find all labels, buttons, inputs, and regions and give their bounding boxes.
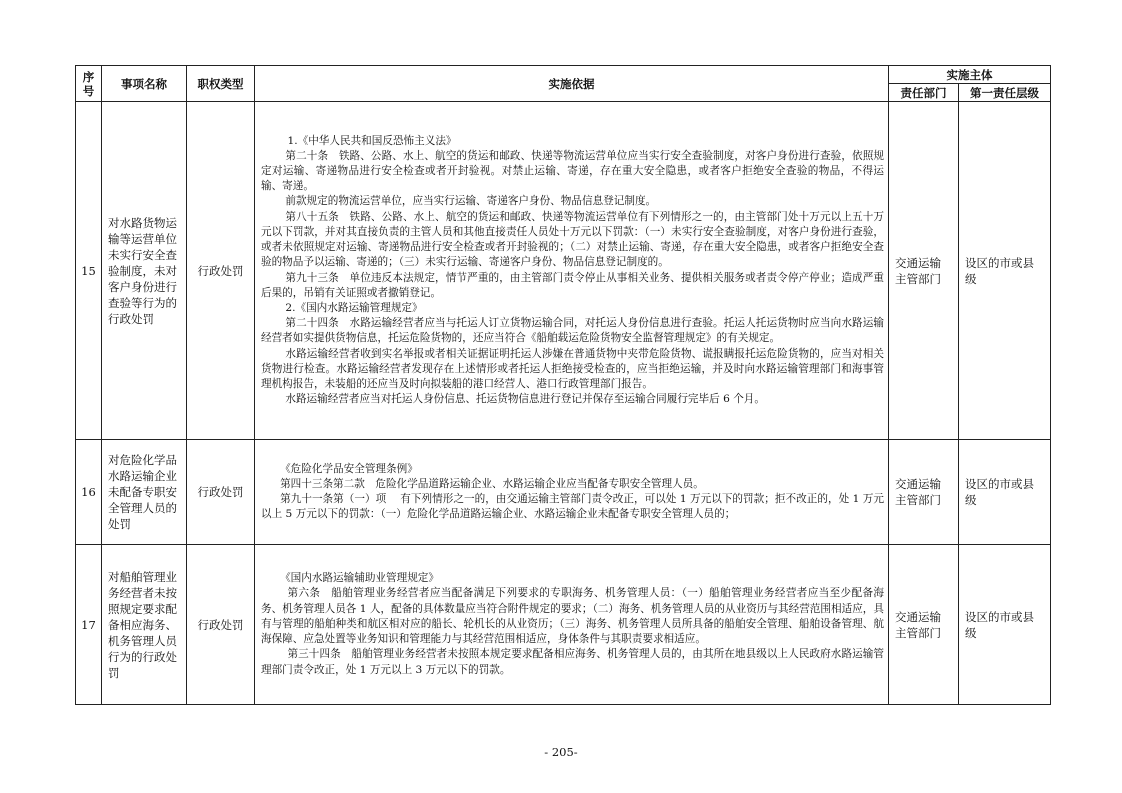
row-num: 15 (76, 102, 102, 440)
basis-paragraph: 1.《中华人民共和国反恐怖主义法》 (287, 134, 457, 147)
basis-paragraph: 第二十四条 水路运输经营者应当与托运人订立货物运输合同，对托运人身份信息进行查验。托运人托运货物时应当向水路运输经营者如实提供货物信息，托运危险货物的，还应当符合《船舶载运危险货物安全监督管理规定》的有关规定。 (261, 317, 884, 345)
row-name: 对水路货物运输等运营单位未实行安全查验制度，未对客户身份进行查验等行为的行政处罚 (102, 102, 187, 440)
basis-paragraph: 第九十一条第（一）项 有下列情形之一的，由交通运输主管部门责令改正，可以处 1 万元以下的罚款；拒不改正的，处 1 万元以上 5 万元以下的罚款：（一）危险化学品道路运输企业、水路运输企业未配备专职安全管理人员的； (261, 493, 884, 521)
row-dept: 交通运输主管部门 (889, 440, 959, 545)
basis-paragraph: 第六条 船舶管理业务经营者应当配备满足下列要求的专职海务、机务管理人员：（一）船舶管理业务经营者应当至少配备海务、机务管理人员各 1 人，配备的具体数量应当符合附件规定的要求；（二）海务、机务管理人员的从业资历与其经营范围相适应，具有与管理的船舶种类和航区相对应的船长、轮机长的从业资历；（三）海务、机务管理人员所具备的船舶安全管理、船舶设备管理、航海保障、应急处置等业务知识和管理能力与其经营范围相适应，身体条件与其职责要求相适应。 (261, 587, 884, 646)
basis-paragraph: 水路运输经营者应当对托运人身份信息、托运货物信息进行登记并保存至运输合同履行完毕后 6 个月。 (285, 393, 765, 406)
basis-paragraph: 第九十三条 单位违反本法规定，情节严重的，由主管部门责令停止从事相关业务、提供相关服务或者责令停产停业；造成严重后果的，吊销有关证照或者撤销登记。 (261, 271, 884, 299)
table-row (76, 545, 1051, 705)
enforcement-table (75, 65, 1051, 705)
header-name: 事项名称 (102, 66, 187, 102)
row-type: 行政处罚 (187, 102, 255, 440)
row-level: 设区的市或县级 (959, 545, 1051, 705)
basis-paragraph: 《国内水路运输辅助业管理规定》 (280, 572, 439, 585)
basis-paragraph: 前款规定的物流运营单位，应当实行运输、寄递客户身份、物品信息登记制度。 (285, 195, 657, 208)
row-basis (255, 545, 889, 705)
basis-paragraph: 《危险化学品安全管理条例》 (280, 462, 418, 475)
page-number: - 205- (544, 745, 578, 759)
row-dept: 交通运输主管部门 (889, 102, 959, 440)
row-level: 设区的市或县级 (959, 102, 1051, 440)
table-row (76, 102, 1051, 440)
row-level: 设区的市或县级 (959, 440, 1051, 545)
row-basis (255, 440, 889, 545)
header-basis: 实施依据 (255, 66, 889, 102)
row-dept: 交通运输主管部门 (889, 545, 959, 705)
basis-paragraph: 第八十五条 铁路、公路、水上、航空的货运和邮政、快递等物流运营单位有下列情形之一的，由主管部门处十万元以上五十万元以下罚款，并对其直接负责的主管人员和其他直接责任人员处十万元以下罚款：（一）未实行安全查验制度，对客户身份进行查验，或者未依照规定对运输、寄递物品进行安全检查或者开封验视的；（二）对禁止运输、寄递，存在重大安全隐患，或者客户拒绝安全查验的物品予以运输、寄递的；（三）未实行运输、寄递客户身份、物品信息登记制度的。 (261, 210, 884, 269)
basis-paragraph: 水路运输经营者收到实名举报或者相关证据证明托运人涉嫌在普通货物中夹带危险货物、谎报瞒报托运危险货物的，应当对相关货物进行检查。水路运输经营者发现存在上述情形或者托运人拒绝接受检查的，应当拒绝运输，并及时向水路运输管理部门和海事管理机构报告，未装船的还应当及时向拟装船的港口经营人、港口行政管理部门报告。 (261, 347, 884, 390)
row-type: 行政处罚 (187, 440, 255, 545)
row-num: 17 (76, 545, 102, 705)
basis-paragraph: 第三十四条 船舶管理业务经营者未按照本规定要求配备相应海务、机务管理人员的，由其所在地县级以上人民政府水路运输管理部门责令改正，处 1 万元以上 3 万元以下的罚款。 (261, 648, 884, 676)
row-basis (255, 102, 889, 440)
row-type: 行政处罚 (187, 545, 255, 705)
row-name: 对船舶管理业务经营者未按照规定要求配备相应海务、机务管理人员行为的行政处罚 (102, 545, 187, 705)
header-type: 职权类型 (187, 66, 255, 102)
basis-paragraph: 第四十三条第二款 危险化学品道路运输企业、水路运输企业应当配备专职安全管理人员。 (280, 477, 704, 490)
basis-paragraph: 第二十条 铁路、公路、水上、航空的货运和邮政、快递等物流运营单位应当实行安全查验制度，对客户身份进行查验，依照规定对运输、寄递物品进行安全检查或者开封验视。对禁止运输、寄递，存在重大安全隐患，或者客户拒绝安全查验的物品，不得运输、寄递。 (261, 149, 884, 193)
header-subject: 实施主体 (889, 66, 1051, 84)
table-row (76, 440, 1051, 545)
header-num: 序号 (76, 66, 102, 102)
header-dept: 责任部门 (889, 84, 959, 102)
row-name: 对危险化学品水路运输企业未配备专职安全管理人员的处罚 (102, 440, 187, 545)
row-num: 16 (76, 440, 102, 545)
header-level: 第一责任层级 (959, 84, 1051, 102)
basis-paragraph: 2.《国内水路运输管理规定》 (285, 301, 423, 314)
